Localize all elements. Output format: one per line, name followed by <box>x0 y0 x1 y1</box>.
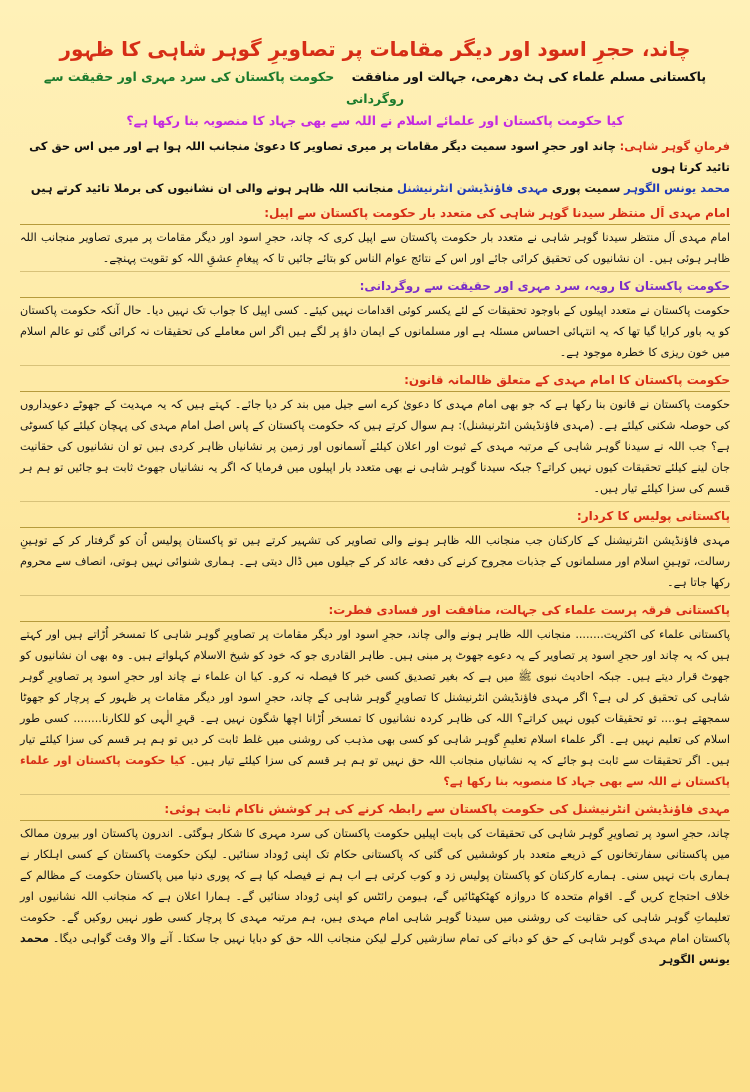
section-heading: پاکستانی پولیس کا کردار: <box>20 506 730 528</box>
section-body-text: پاکستانی علماء کی اکثریت........ منجانب اللہ ظاہر ہونے والی چاند، حجرِ اسود اور دیگر مقامات پر تصاویرِ گوہر شاہی کا تمسخر اُڑاتے ہیں اور کہتے ہیں کہ یہ چاند اور حجرِ اسود پر تصاویر کے یہ دعوے جھوٹ پر مبنی ہیں۔ طاہر القادری جو کہ خود کو شیخ الاسلام کہلواتے ہیں۔ وہ بھی ان نشانیوں کو جھوٹ قرار دیتے ہیں۔ جبکہ احادیث نبوی ﷺ میں ہے کہ بغیر تصدیق کسی خبر کا فیصلہ نہ کرو۔ کیا ان علماء نے چاند اور حجرِ اسود پر تصاویرِ گوہر شاہی کی تحقیق کر لی ہے؟ اگر مہدی فاؤنڈیشن انٹرنیشنل کا تصاویرِ گوہر شاہی کے چاند، حجرِ اسود اور دیگر مقامات پر ظہور کے پرچار کو جھوٹا سمجھتے ہو.... تو تحقیقات کیوں نہیں کراتے؟ اللہ کی ظاہر کردہ نشانیوں کا تمسخر اُڑانا اچھا شگون نہیں ہے۔ قہرِ الٰہی کو للکارنا........ کسی طور اسلام کی تعلیم نہیں ہے۔ اگر علماء اسلام تعلیمِ گوہر شاہی کو کسی بھی مذہب کی روشنی میں غلط ثابت کر دیں تو ہم ہر قسم کی سزا کیلئے تیار ہیں۔ اگر تحقیقات سے ثابت ہو جائے کہ یہ نشانیاں منجانب اللہ حق نہیں تو ہم ہر قسم کی سزا کیلئے تیار ہیں۔ <box>20 628 730 767</box>
section-final <box>20 799 730 972</box>
younus-text-1: سمیت پوری <box>551 181 621 195</box>
subtitle-part-2: حکومت پاکستان کی سرد مہری اور حقیقت سے روگردانی <box>43 69 405 106</box>
section-2 <box>20 276 730 366</box>
section-3 <box>20 370 730 502</box>
farman-label: فرمانِ گوہر شاہی: <box>619 139 730 153</box>
page-title: چاند، حجرِ اسود اور دیگر مقامات پر تصاویرِ گوہر شاہی کا ظہور <box>59 37 691 61</box>
younus-org: مہدی فاؤنڈیشن انٹرنیشنل <box>397 181 549 195</box>
section-body: امام مہدی اَل منتظر سیدنا گوہر شاہی نے متعدد بار حکومت پاکستان سے اپیل کری کہ چاند، حجرِ اسود اور دیگر مقامات پر میری تصاویر منجانب اللہ ظاہر ہوئی ہیں۔ ان نشانیوں کی تحقیق کرائی جائے اور اس کے نتائج عوام الناس کو بتائے جائیں تا کہ پیغامِ عشقِ اللہ کو تقویت پہنچے۔ <box>20 227 730 272</box>
section-4 <box>20 506 730 596</box>
section-body: حکومت پاکستان نے قانون بنا رکھا ہے کہ جو بھی امام مہدی کا دعویٰ کرے اسے جیل میں بند کر دیا جائے۔ کہتے ہیں کہ یہ مہدیت کے جھوٹے دعویداروں کی حوصلہ شکنی کیلئے ہے۔ (مہدی فاؤنڈیشن انٹرنیشنل): ہم سوال کرتے ہیں کہ حکومت پاکستان کے پاس اصل امام مہدی کی پہچان کیلئے کیا کسوٹی ہے؟ جب اللہ نے سیدنا گوہر شاہی کے مرتبہ مہدی کے ثبوت اور اعلان کیلئے آسمانوں اور زمین پر نشانیاں ظاہر کردی ہیں تو ان نشانیوں کی حقانیت جان لینے کیلئے تحقیقات کیوں نہیں کراتے؟ جبکہ سیدنا گوہر شاہی نے بھی متعدد بار اپیلوں میں فرمایا کہ اگر یہ نشانیاں جھوٹ ثابت ہو جائیں تو ہم ہر قسم کی سزا کیلئے تیار ہیں۔ <box>20 394 730 502</box>
section-body: حکومت پاکستان نے متعدد اپیلوں کے باوجود تحقیقات کے لئے یکسر کوئی اقدامات نہیں کیئے۔ کسی اپیل کا جواب تک نہیں دیا۔ حال آنکہ حکومت پاکستان کو یہ باور کرایا گیا تھا کہ یہ انتہائی احساس مسئلہ ہے اور مسلمانوں کے ایمان داؤ پر لگے ہیں اگر اس معاملے کی تحقیقات نہ کرائی گئی تو عالم اسلام میں خون ریزی کا خطرہ موجود ہے۔ <box>20 300 730 366</box>
final-body-text: چاند، حجرِ اسود پر تصاویرِ گوہر شاہی کی تحقیقات کی بابت اپیلیں حکومت پاکستان کی سرد مہری کا شکار ہوگئی۔ اندرون پاکستان اور بیرون ممالک میں پاکستانی سفارتخانوں کے ذریعے متعدد بار کوششیں کی گئی کہ پاکستانی حکام تک اپنی رُوداد سنائیں۔ لیکن حکومت پاکستان کے کسی اہلکار نے ہماری بات نہیں سنی۔ ہمارے کارکنان کو پاکستان پولیس زد و کوب کرتی ہے اب ہم نے فیصلہ کیا ہے کہ پوری دنیا میں پاکستان حکومت کے مظالم کے خلاف احتجاج کریں گے۔ اقوام متحدہ کا دروازہ کھٹکھٹائیں گے، ہیومن رائٹس کو اپنی رُوداد سنائیں گے۔ ہمارا اعلان ہے کہ منجانب اللہ نشانیوں اور تعلیماتِ گوہر شاہی کی حقانیت کی روشنی میں سیدنا گوہر شاہی امام مہدی ہیں، ہم مرتبہ مہدی کا پرچار کسی طور نہیں روکیں گے۔ حکومت پاکستان امام مہدی گوہر شاہی کے حق کو دبانے کی تمام سازشیں کرلے لیکن منجانب اللہ حق کو دبایا نہیں جا سکتا۔ آنے والا وقت گواہی دیگا۔ <box>20 827 730 945</box>
farman-text: چاند اور حجرِ اسود سمیت دیگر مقامات پر میری تصاویر کا دعویٰ منجانب اللہ ہوا ہے اور میں اس حق کی تائید کرتا ہوں <box>29 139 730 174</box>
younus-name: محمد یونس الگوہر <box>624 181 730 195</box>
closing-question: کیا حکومت پاکستان اور علماء پاکستان نے اللہ سے بھی جہاد کا منصوبہ بنا رکھا ہے؟ <box>20 754 730 788</box>
headline-question: کیا حکومت پاکستان اور علمائے اسلام نے اللہ سے بھی جہاد کا منصوبہ بنا رکھا ہے؟ <box>126 113 624 128</box>
final-heading: مہدی فاؤنڈیشن انٹرنیشنل کی حکومت پاکستان سے رابطہ کرنے کی ہر کوشش ناکام ثابت ہوئی: <box>20 799 730 821</box>
younus-text-2: منجانب اللہ ظاہر ہونے والی ان نشانیوں کی برملا تائید کرتے ہیں <box>30 181 394 195</box>
signoff: محمد یونس الگوہر <box>20 932 730 966</box>
section-1 <box>20 203 730 272</box>
section-5 <box>20 600 730 795</box>
section-body <box>20 624 730 795</box>
section-body: مہدی فاؤنڈیشن انٹرنیشنل کے کارکنان جب منجانب اللہ ظاہر ہونے والی تصاویر کی تشہیر کرتے ہیں تو پاکستان پولیس اُن کو گرفتار کر کے توہینِ رسالت، توہینِ اسلام اور مسلمانوں کے جذبات مجروح کرنے کی دفعہ عائد کر کے جیلوں میں ڈال دیتی ہے۔ ہماری شنوائی نہیں ہوتی، انصاف سے محروم رکھا جاتا ہے۔ <box>20 530 730 596</box>
farman-line <box>20 136 730 178</box>
section-heading: پاکستانی فرقہ پرست علماء کی جہالت، منافقت اور فسادی فطرت: <box>20 600 730 622</box>
subtitle-part-1: پاکستانی مسلم علماء کی ہٹ دھرمی، جہالت اور منافقت <box>351 69 707 84</box>
younus-line <box>20 178 730 199</box>
section-heading: حکومت پاکستان کا امام مہدی کے متعلق ظالمانہ قانون: <box>20 370 730 392</box>
section-heading: امام مہدی اَل منتظر سیدنا گوہر شاہی کی متعدد بار حکومت پاکستان سے اپیل: <box>20 203 730 225</box>
section-heading: حکومت پاکستان کا رویہ، سرد مہری اور حقیقت سے روگردانی: <box>20 276 730 298</box>
final-body <box>20 823 730 972</box>
subtitle <box>20 66 730 110</box>
